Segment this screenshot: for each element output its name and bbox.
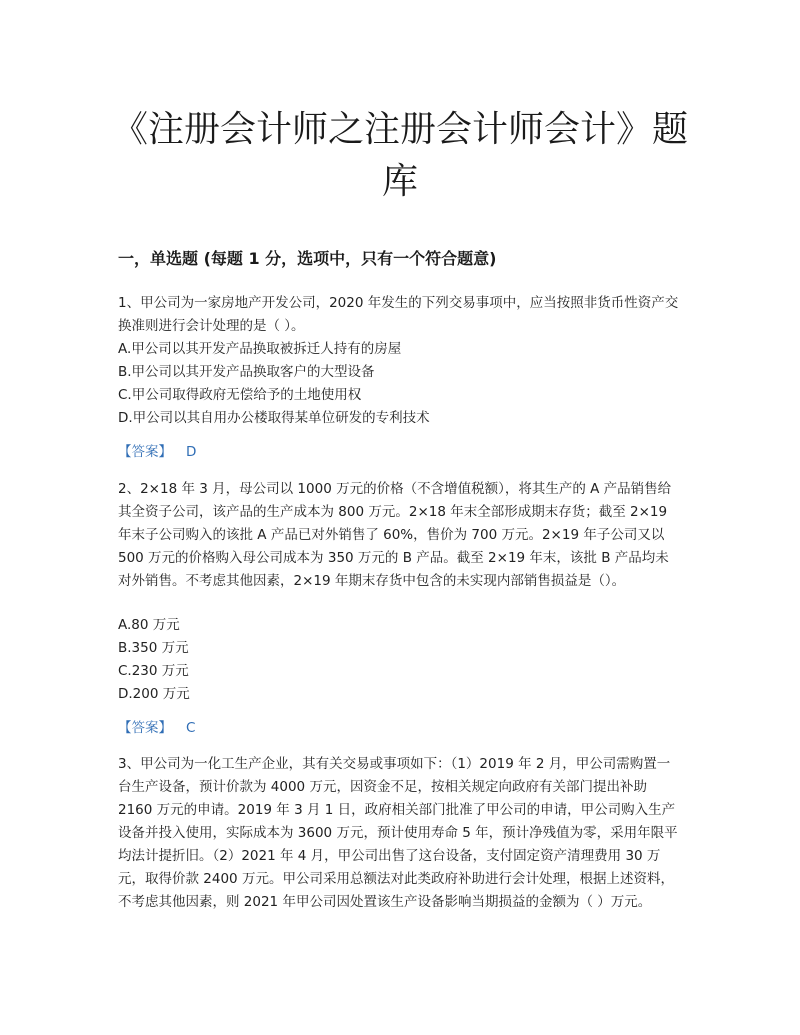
- question-2-option-b: B.350 万元: [118, 640, 189, 656]
- question-1-option-a: A.甲公司以其开发产品换取被拆迁人持有的房屋: [118, 341, 402, 357]
- question-2-option-d: D.200 万元: [118, 686, 190, 702]
- answer-value: D: [186, 444, 197, 460]
- answer-value: C: [186, 720, 196, 736]
- answer-label: 【答案】: [118, 720, 172, 736]
- question-1-option-b: B.甲公司以其开发产品换取客户的大型设备: [118, 364, 375, 380]
- question-2-option-c: C.230 万元: [118, 663, 189, 679]
- question-2-text: 2、2×18 年 3 月，母公司以 1000 万元的价格（不含增值税额），将其生产的 A 产品销售给其全资子公司，该产品的生产成本为 800 万元。2×18 年末全部形成期末存货；截至 2×19 年末子公司购入的该批 A 产品已对外销售了 60%，售价为 700 万元。2×19 年子公司又以 500 万元的价格购入母公司成本为 350 万元的 B 产品。截至 2×19 年末，该批 B 产品均未对外销售。不考虑其他因素，2×19 年期末存货中包含的未实现内部销售损益是（）。: [118, 481, 672, 589]
- section-heading: 一，单选题 (每题 1 分，选项中，只有一个符合题意): [118, 249, 497, 268]
- question-3-text: 3、甲公司为一化工生产企业，其有关交易或事项如下：（1）2019 年 2 月，甲公司需购置一台生产设备，预计价款为 4000 万元，因资金不足，按相关规定向政府有关部门提出补助 2160 万元的申请。2019 年 3 月 1 日，政府相关部门批准了甲公司的申请，甲公司购入生产设备并投入使用，实际成本为 3600 万元，预计使用寿命 5 年，预计净残值为零，采用年限平均法计提折旧。（2）2021 年 4 月，甲公司出售了这台设备，支付固定资产清理费用 30 万元，取得价款 2400 万元。甲公司采用总额法对此类政府补助进行会计处理，根据上述资料，不考虑其他因素，则 2021 年甲公司因处置该生产设备影响当期损益的金额为（ ）万元。: [118, 756, 678, 910]
- question-2-answer: [118, 717, 195, 740]
- question-1-answer: [118, 441, 196, 464]
- question-1-option-c: C.甲公司取得政府无偿给予的土地使用权: [118, 387, 362, 403]
- answer-label: 【答案】: [118, 444, 172, 460]
- document-title: 《注册会计师之注册会计师会计》题库: [111, 109, 688, 202]
- question-1-text: 1、甲公司为一家房地产开发公司，2020 年发生的下列交易事项中，应当按照非货币性资产交换准则进行会计处理的是（ ）。: [118, 295, 679, 334]
- question-1-option-d: D.甲公司以其自用办公楼取得某单位研发的专利技术: [118, 410, 430, 426]
- question-2-option-a: A.80 万元: [118, 617, 180, 633]
